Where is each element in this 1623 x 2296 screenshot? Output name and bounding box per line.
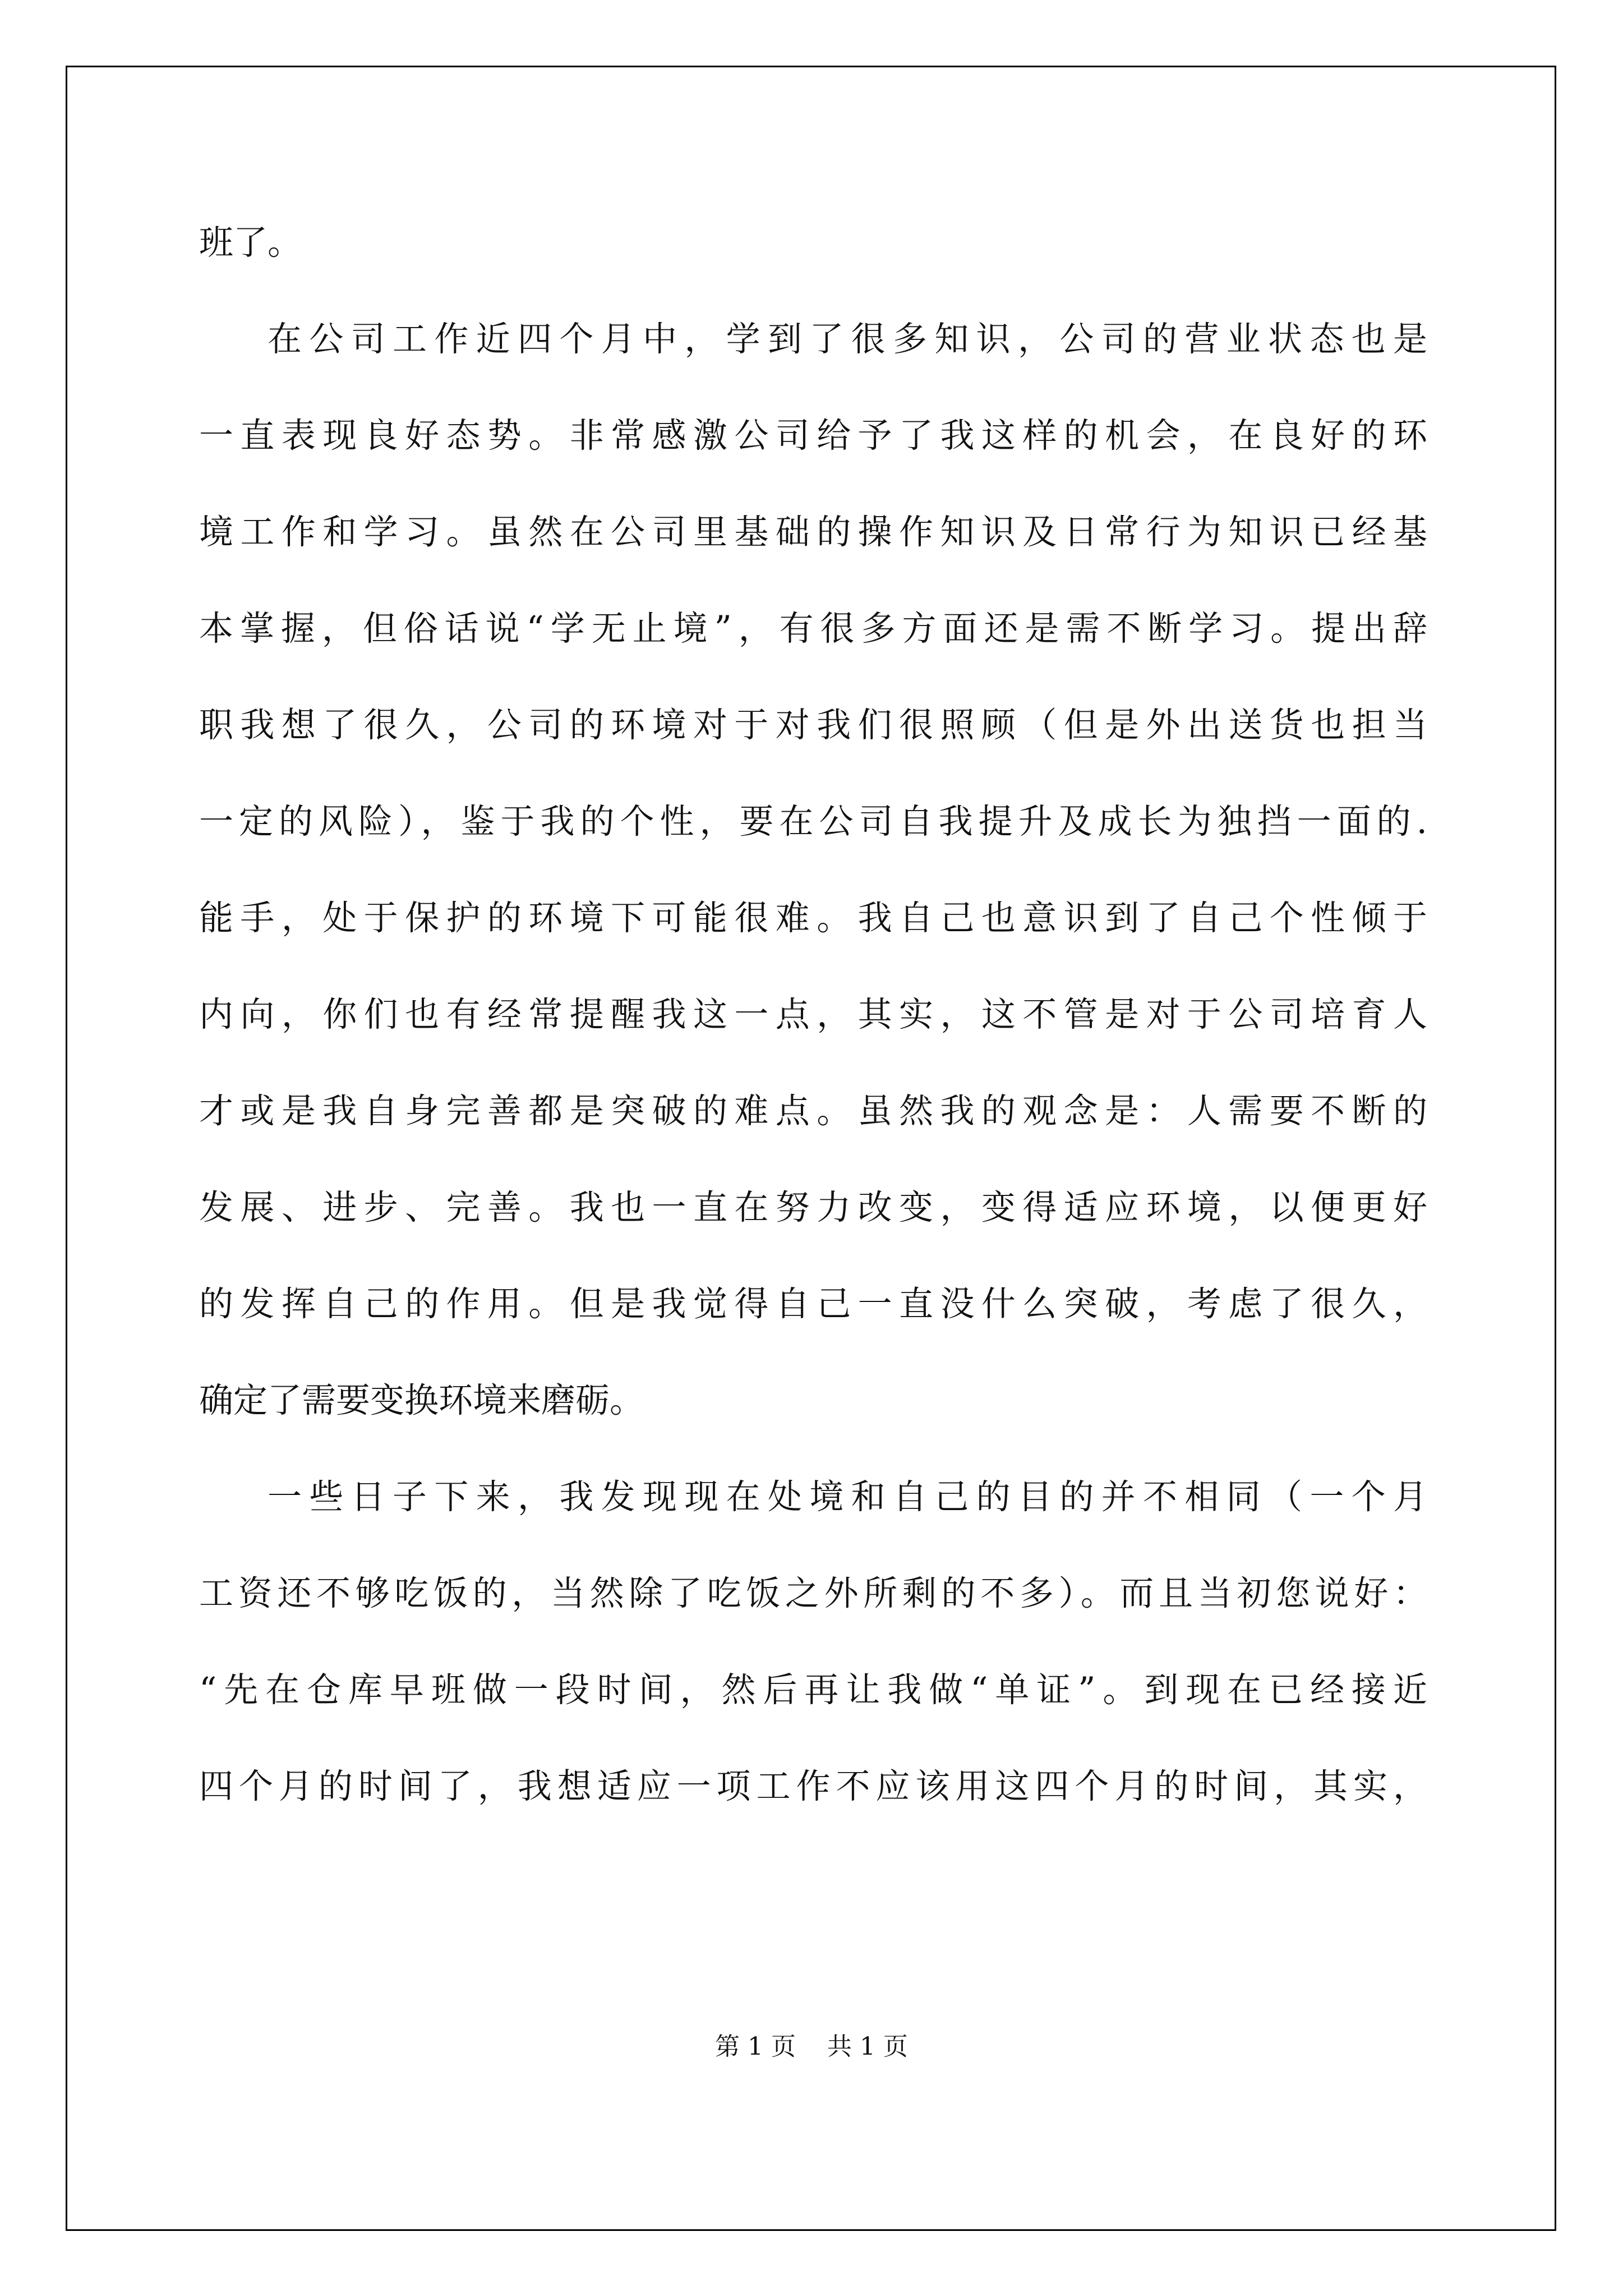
text-line: 在公司工作近四个月中，学到了很多知识，公司的营业状态也是 [268, 319, 1427, 359]
text-line: 班了。 [199, 223, 302, 263]
text-line: 的发挥自己的作用。但是我觉得自己一直没什么突破，考虑了很久， [199, 1284, 1427, 1324]
text-line: 四个月的时间了，我想适应一项工作不应该用这四个月的时间，其实， [199, 1766, 1427, 1806]
text-line: 发展、进步、完善。我也一直在努力改变，变得适应环境，以便更好 [199, 1188, 1427, 1227]
text-line: 职我想了很久，公司的环境对于对我们很照顾（但是外出送货也担当 [199, 705, 1427, 745]
text-line: 内向，你们也有经常提醒我这一点，其实，这不管是对于公司培育人 [199, 995, 1427, 1034]
text-line: 境工作和学习。虽然在公司里基础的操作知识及日常行为知识已经基 [199, 512, 1427, 552]
text-line: 本掌握，但俗话说“学无止境”，有很多方面还是需不断学习。提出辞 [199, 609, 1427, 648]
text-line: 一直表现良好态势。非常感激公司给予了我这样的机会，在良好的环 [199, 416, 1427, 455]
page-footer: 第 1 页 共 1 页 [715, 2032, 908, 2061]
text-line: 确定了需要变换环境来磨砺。 [199, 1381, 644, 1420]
document-body [199, 195, 1427, 1835]
text-line: “先在仓库早班做一段时间，然后再让我做“单证”。到现在已经接近 [199, 1670, 1427, 1710]
text-line: 才或是我自身完善都是突破的难点。虽然我的观念是：人需要不断的 [199, 1091, 1427, 1131]
text-line: 一些日子下来，我发现现在处境和自己的目的并不相同（一个月 [268, 1477, 1427, 1517]
text-line: 能手，处于保护的环境下可能很难。我自己也意识到了自己个性倾于 [199, 898, 1427, 938]
text-line: 一定的风险），鉴于我的个性，要在公司自我提升及成长为独挡一面的. [199, 802, 1427, 841]
text-line: 工资还不够吃饭的，当然除了吃饭之外所剩的不多）。而且当初您说好： [199, 1573, 1427, 1613]
